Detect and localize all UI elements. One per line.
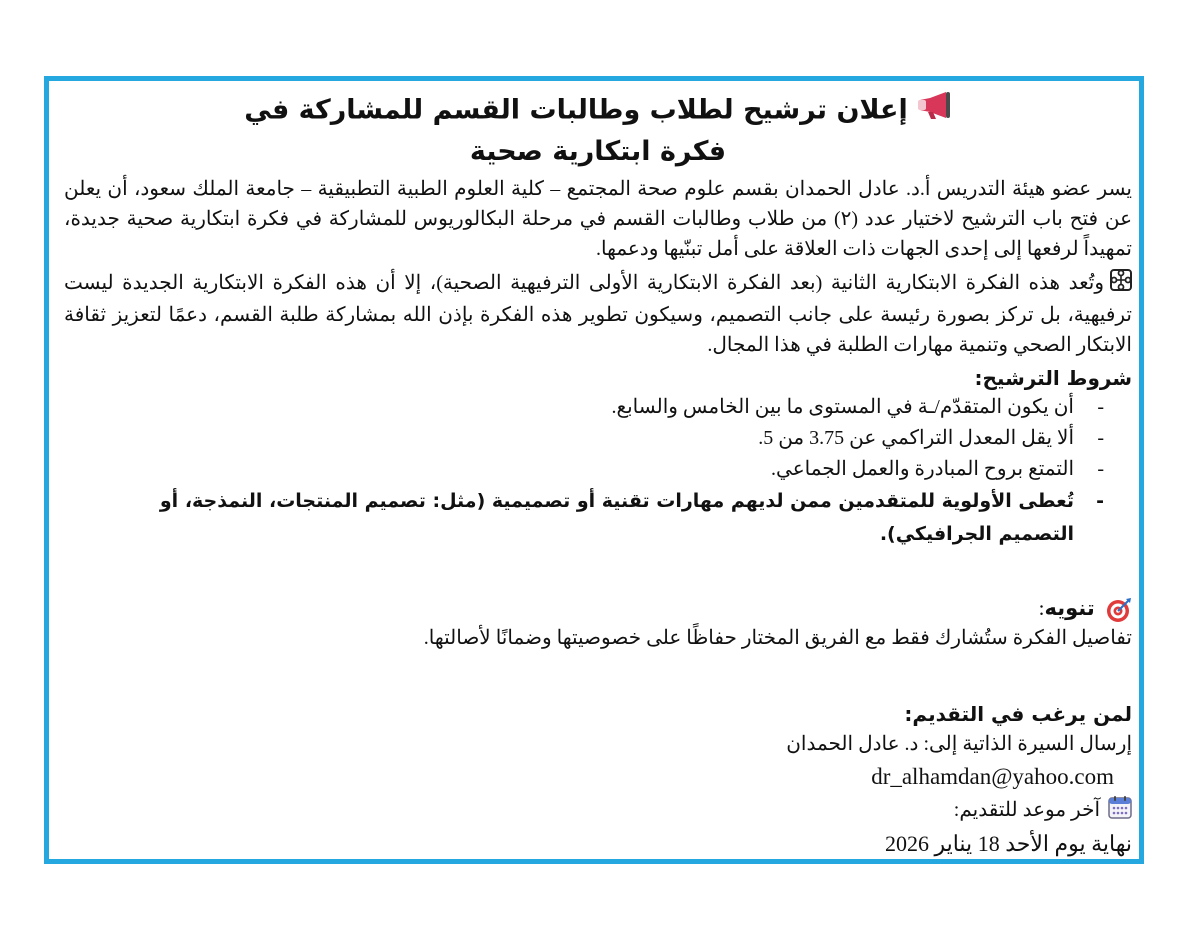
conditions-list [64, 392, 1132, 551]
megaphone-icon [916, 90, 952, 132]
condition-item: - أن يكون المتقدّم/ـة في المستوى ما بين الخامس والسابع. [64, 392, 1104, 423]
intro-paragraph: يسر عضو هيئة التدريس أ.د. عادل الحمدان بقسم علوم صحة المجتمع – كلية العلوم الطبية التطبيقية – جامعة الملك سعود، أن يعلن عن فتح باب الترشيح لاختيار عدد (٢) من طلاب وطالبات القسم في مرحلة البكالوريوس للمشاركة في فكرة ابتكارية صحية جديدة، تمهيداً لرفعها إلى إحدى الجهات ذات العلاقة على أمل تبنّيها ودعمها. [64, 178, 1133, 260]
puzzle-icon [1110, 269, 1132, 300]
announcement-content [64, 90, 1132, 860]
note-heading-text: تنويه [1044, 595, 1095, 620]
target-icon [1095, 596, 1132, 620]
condition-item-priority: - تُعطى الأولوية للمتقدمين ممن لديهم مهارات تقنية أو تصميمية (مثل: تصميم المنتجات، النمذجة، أو التصميم الجرافيكي). [64, 485, 1104, 551]
note-colon: : [1038, 595, 1045, 620]
calendar-icon [1108, 795, 1132, 828]
contact-email: dr_alhamdan@yahoo.com [871, 764, 1114, 790]
deadline-label-line [64, 795, 1132, 828]
announcement-title [64, 90, 1132, 172]
second-idea-text: وتُعد هذه الفكرة الابتكارية الثانية (بعد الفكرة الابتكارية الأولى الترفيهية الصحية)، إلا أن هذه الفكرة الابتكارية الجديدة ليست ترفيهية، بل تركز بصورة رئيسة على جانب التصميم، وسيكون تطوير هذه الفكرة بإذن الله بمشاركة طلبة القسم، دعمًا لتعزيز ثقافة الابتكار الصحي وتنمية مهارات الطلبة في هذا المجال. [64, 272, 1132, 356]
conditions-heading: شروط الترشيح: [974, 365, 1132, 390]
deadline-date: نهاية يوم الأحد 18 يناير 2026 [884, 831, 1132, 857]
note-text: تفاصيل الفكرة ستُشارك فقط مع الفريق المختار حفاظًا على خصوصيتها وضمانًا لأصالتها. [423, 627, 1132, 650]
apply-heading: لمن يرغب في التقديم: [904, 702, 1132, 727]
condition-item: - التمتع بروح المبادرة والعمل الجماعي. [64, 454, 1104, 485]
deadline-label: آخر موعد للتقديم: [953, 799, 1100, 822]
title-text: إعلان ترشيح لطلاب وطالبات القسم للمشاركة في فكرة ابتكارية صحية [244, 94, 908, 167]
note-heading [64, 593, 1132, 623]
send-cv-line: إرسال السيرة الذاتية إلى: د. عادل الحمدان [786, 733, 1132, 756]
second-idea-paragraph [64, 268, 1132, 360]
condition-item: - ألا يقل المعدل التراكمي عن 3.75 من 5. [64, 423, 1104, 454]
